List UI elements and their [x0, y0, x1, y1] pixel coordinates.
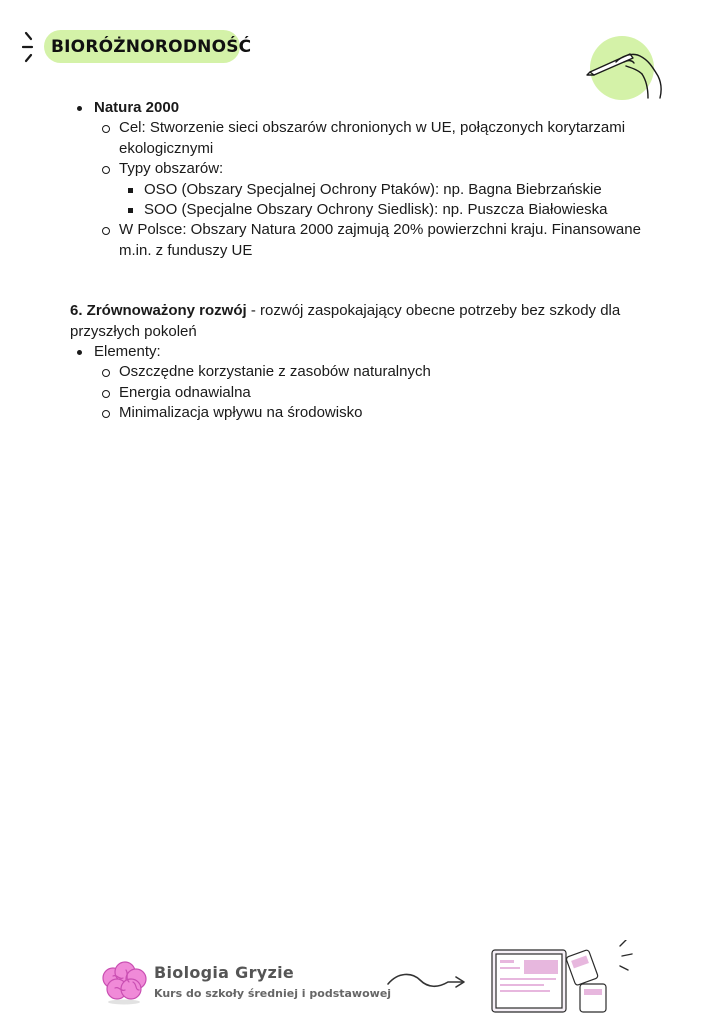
list-item [94, 383, 670, 403]
natura-type-oso: OSO (Obszary Specjalnej Ochrony Ptaków): np. Bagna Biebrzańskie [144, 180, 602, 198]
page-title: BIORÓŻNORODNOŚĆ [51, 36, 252, 57]
devices-illustration [488, 940, 636, 1018]
list-item [94, 159, 670, 220]
sustainable-heading: 6. Zrównoważony rozwój [70, 302, 247, 320]
list-item [94, 220, 670, 261]
curved-arrow-icon [386, 968, 468, 996]
notes-content [70, 98, 670, 424]
list-item [70, 98, 670, 261]
list-item [94, 118, 670, 159]
natura-title: Natura 2000 [94, 99, 180, 116]
natura-goal: Cel: Stworzenie sieci obszarów chronionych w UE, połączonych korytarzami ekologicznymi [119, 119, 626, 157]
element-item: Oszczędne korzystanie z zasobów naturalnych [119, 363, 431, 381]
sustainable-paragraph [70, 301, 670, 342]
natura-type-soo: SOO (Specjalne Obszary Ochrony Siedlisk): np. Puszcza Białowieska [144, 201, 608, 219]
natura-types-label: Typy obszarów: [119, 160, 224, 178]
brain-icon [99, 960, 149, 1006]
section-title-badge [44, 30, 252, 63]
elements-label: Elementy: [94, 343, 161, 361]
element-item: Energia odnawialna [119, 383, 251, 401]
spark-lines-icon [22, 30, 42, 64]
natura-list [70, 98, 670, 261]
element-item: Minimalizacja wpływu na środowisko [119, 404, 363, 422]
list-item [70, 342, 670, 424]
list-item [94, 362, 670, 382]
brand-tagline: Kurs do szkoły średniej i podstawowej [154, 987, 392, 1000]
natura-poland: W Polsce: Obszary Natura 2000 zajmują 20% powierzchni kraju. Finansowane m.in. z funduszy UE [119, 221, 641, 259]
brand-name: Biologia Gryzie [154, 963, 295, 982]
list-item [94, 403, 670, 423]
list-item [119, 200, 670, 220]
sustainable-definition: - rozwój zaspokajający obecne potrzeby bez szkody dla przyszłych pokoleń [70, 302, 621, 340]
hand-writing-icon [586, 36, 666, 104]
sustainable-list [70, 342, 670, 424]
list-item [119, 180, 670, 200]
